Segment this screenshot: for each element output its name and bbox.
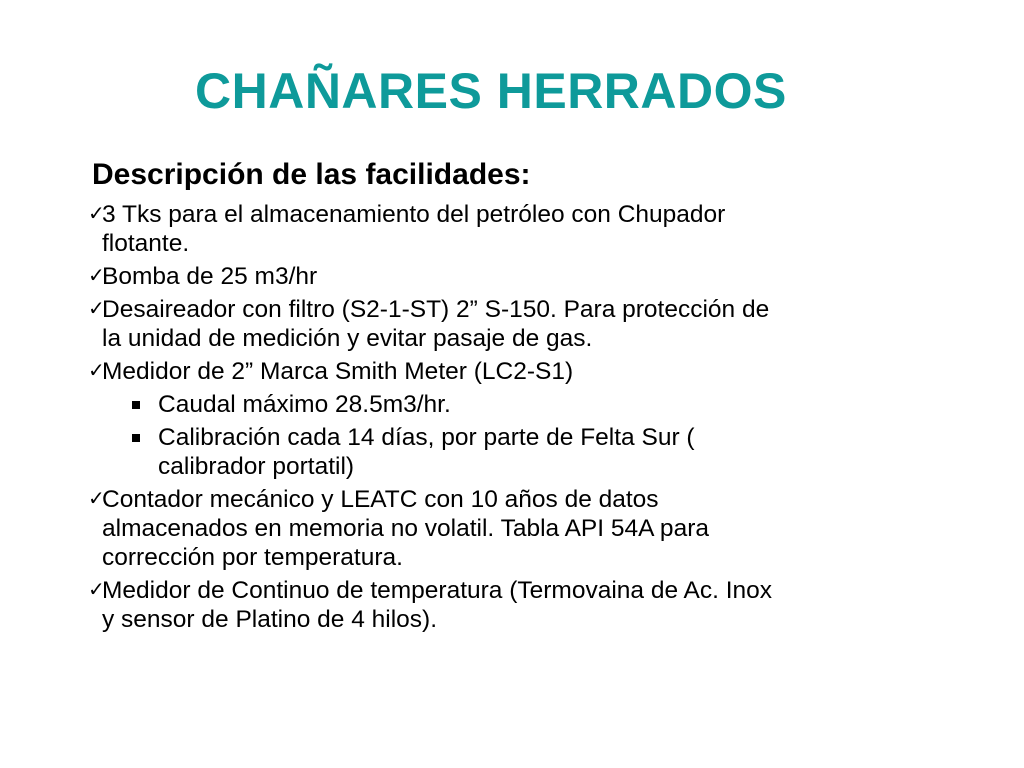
list-item — [90, 576, 990, 634]
sub-list-item-text: Calibración cada 14 días, por parte de Felta Sur ( calibrador portatil) — [158, 424, 695, 480]
list-item — [90, 200, 990, 258]
list-item — [90, 295, 990, 353]
sub-list — [102, 390, 990, 481]
list-item — [90, 357, 990, 481]
checkmark-icon: ✓ — [88, 265, 105, 287]
checkmark-icon: ✓ — [88, 360, 105, 382]
square-bullet-icon — [132, 434, 140, 442]
checkmark-icon: ✓ — [88, 203, 105, 225]
list-item-text: Desaireador con filtro (S2-1-ST) 2” S-150. Para protección de la unidad de medición y evitar pasaje de gas. — [102, 296, 770, 352]
sub-list-item — [102, 423, 990, 481]
slide-title: CHAÑARES HERRADOS — [195, 63, 787, 119]
list-item-text: 3 Tks para el almacenamiento del petróleo con Chupador flotante. — [102, 201, 726, 257]
section-heading: Descripción de las facilidades: — [92, 158, 531, 191]
checkmark-icon: ✓ — [88, 488, 105, 510]
sub-list-item-text: Caudal máximo 28.5m3/hr. — [158, 391, 451, 418]
list-item-text: Bomba de 25 m3/hr — [102, 263, 318, 290]
slide-content — [90, 158, 990, 638]
list-item — [90, 485, 990, 572]
checkmark-icon: ✓ — [88, 579, 105, 601]
list-item-text: Medidor de 2” Marca Smith Meter (LC2-S1) — [102, 358, 574, 385]
list-item-text: Medidor de Continuo de temperatura (Termovaina de Ac. Inox y sensor de Platino de 4 hilos). — [102, 577, 773, 633]
list-item — [90, 262, 990, 291]
facilities-list — [90, 200, 990, 634]
square-bullet-icon — [132, 401, 140, 409]
list-item-text: Contador mecánico y LEATC con 10 años de datos almacenados en memoria no volatil. Tabla API 54A para corrección por temperatura. — [102, 486, 709, 571]
sub-list-item — [102, 390, 990, 419]
checkmark-icon: ✓ — [88, 298, 105, 320]
